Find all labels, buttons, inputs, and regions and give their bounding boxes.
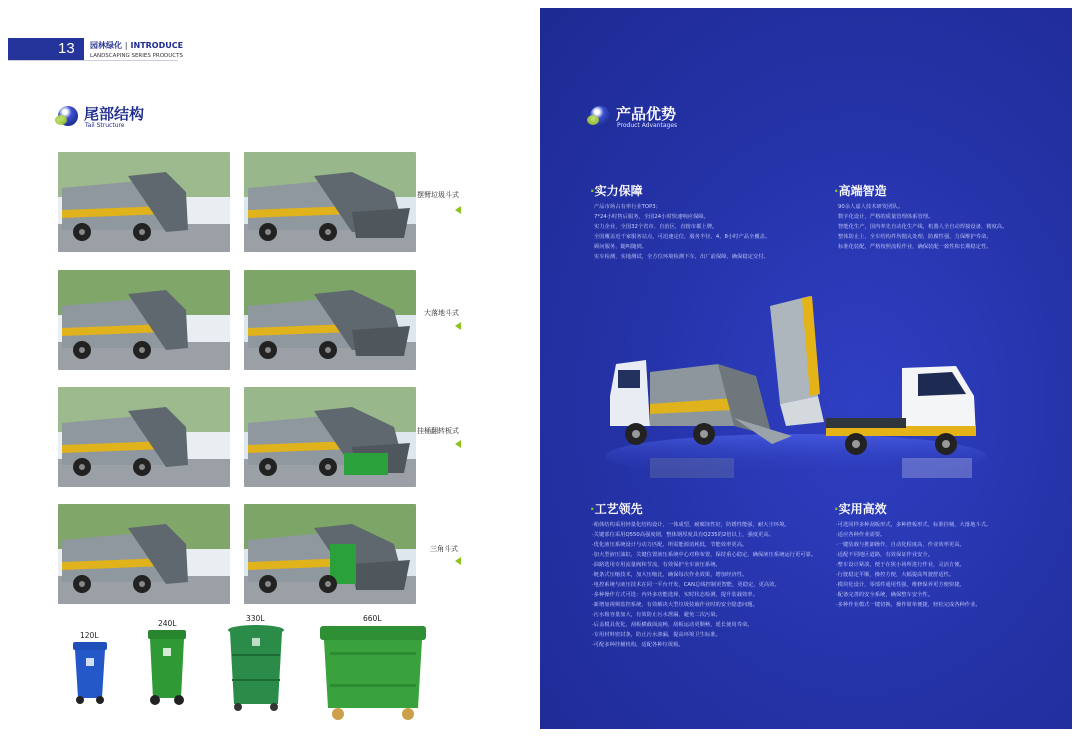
caption-swing-arm: 摆臂垃圾斗式 [417, 191, 459, 199]
practical-line: ·多种作业模式一键切换，操作简单便捷，轻松完成各种作业。 [836, 602, 981, 608]
section-globe-icon [590, 106, 610, 126]
advantages-subtitle: Product Advantages [617, 122, 678, 129]
practical-line: ·整车设计紧凑，便于在狭小场所进行作业，灵活方便。 [836, 562, 965, 568]
craft-line: ·关键部位采用Q550高强度钢，整体钢厚度具有Q235的2倍以上，强度更高。 [592, 532, 774, 538]
advantages-title: 产品优势 [616, 105, 677, 123]
craft-line: ·加大型液压油缸，关键位置液压系统中心对称布置，保持重心稳定，确保液压系统运行更可靠。 [592, 552, 817, 558]
header-title-cn: 园林绿化 [90, 41, 122, 50]
practical-line: ·一键装载与推卸操作，自动化程度高，作业效率更高。 [836, 542, 965, 548]
bin-120-label: 120L [80, 631, 99, 640]
smart-line: 标准化装配，严格按照流程作业，确保装配一致性和长期稳定性。 [838, 244, 992, 250]
bin-330-icon [226, 624, 286, 714]
tail-section-title: 尾部结构 [84, 105, 145, 123]
practical-line: ·模块化设计，零部件通用性强，维修保养更方便快捷。 [836, 582, 965, 588]
bin-240-label: 240L [158, 619, 177, 628]
truck-photo [244, 270, 416, 370]
craft-line: ·优化液压系统设计与动力匹配，所需能源消耗低，节能效率更高。 [592, 542, 748, 548]
truck-photo [58, 270, 230, 370]
craft-line: ·电控系统与液压技术在同一平台开发，CAN总线控制更智能，更稳定，更高效。 [592, 582, 780, 588]
strength-line: 实车检测，实地测试，全方位环境检测下车，出厂前保障，确保稳定交付。 [594, 254, 769, 260]
strength-title: ·实力保障 [590, 184, 643, 198]
truck-photo [58, 152, 230, 252]
truck-photo [58, 504, 230, 604]
right-page [540, 8, 1072, 729]
practical-line: ·适配不同地区道路，有效保证作业安全。 [836, 552, 934, 558]
practical-body [836, 520, 991, 610]
strength-line: 全国覆盖近千家服务站点，可迅速定位，服务半径、4、8小时产品全覆盖。 [594, 234, 771, 240]
truck-photo [58, 387, 230, 487]
truck-photo [244, 504, 416, 604]
strength-body [594, 202, 770, 262]
caption-arrow-icon [455, 206, 461, 214]
section-globe-icon [58, 106, 78, 126]
header-divider [8, 60, 178, 61]
craft-line: ·后盖模具优化，刮板横截面流畅，刮板运动更顺畅，延长使用寿命。 [592, 622, 753, 628]
craft-line: ·专用材料密封条，防止污水渗漏，提高环境卫生标准。 [592, 632, 721, 638]
strength-line: 产品市场占有率行业TOP3； [594, 204, 661, 210]
smart-line: 整体防止上，全车结构件均抛丸处理，防腐性强，力保维护寿命。 [838, 234, 992, 240]
caption-arrow-icon [455, 440, 461, 448]
practical-line: ·配备完善的安全系统，确保整车安全性。 [836, 592, 934, 598]
craft-title: ·工艺领先 [590, 502, 643, 516]
craft-line: ·多种操作方式可选：内外多功能选择，实时状态检测，提升装载效率。 [592, 592, 758, 598]
craft-line: ·污水箱容量加大，有效防止污水泄漏，避免二次污染。 [592, 612, 721, 618]
bin-660-label: 660L [363, 614, 382, 623]
caption-bucket-flip: 挂桶翻转板式 [417, 427, 459, 435]
strength-line: 顾问服务，随叫随到。 [594, 244, 647, 250]
bin-240-icon [145, 628, 189, 706]
craft-line: ·链条式压缩技术，加大压缩比，确保每次作业效果，增加经济性。 [592, 572, 748, 578]
header-title: 园林绿化 | INTRODUCE [90, 41, 184, 50]
smart-title: ·高端智造 [834, 184, 887, 198]
page-number: 13 [58, 40, 75, 57]
truck-photo [244, 387, 416, 487]
smart-line: 智能化生产，国内率先自动化生产线，机器人全自动焊接设备，精度高。 [838, 224, 1008, 230]
smart-body [838, 202, 1008, 252]
caption-arrow-icon [455, 322, 461, 330]
garbage-truck-illustration [606, 286, 986, 496]
bin-120-icon [70, 640, 110, 706]
strength-line: 7*24小时售后服务，全国24小时快速响应保障。 [594, 214, 709, 220]
tail-section-subtitle: Tail Structure [85, 122, 125, 129]
smart-line: 90余人嘉人技术研发团队。 [838, 204, 904, 210]
practical-title: ·实用高效 [834, 502, 887, 516]
bin-330-label: 330L [246, 614, 265, 623]
header-subtitle: LANDSCAPING SERIES PRODUCTS [90, 53, 184, 59]
smart-line: 数字化设计，严格的质量管理体系管理。 [838, 214, 934, 220]
caption-triangle: 三角斗式 [430, 545, 458, 553]
practical-line: ·可选同样多种刮板形式，多种推板形式，标准挂桶，大落地斗式。 [836, 522, 992, 528]
header-title-en: INTRODUCE [130, 41, 184, 50]
truck-photo [244, 152, 416, 252]
practical-line: ·适应各种作业需要。 [836, 532, 886, 538]
strength-line: 实力企业，全国32个省市、自治区，直辖市都上牌。 [594, 224, 718, 230]
practical-line: ·行驶稳定平顺，操控方便，大幅提高驾驶舒适性。 [836, 572, 955, 578]
craft-line: ·可配多种挂桶机构，适配各种垃圾箱。 [592, 642, 684, 648]
caption-arrow-icon [455, 557, 461, 565]
craft-line: ·油路选用专用流量阀和节流，有效保护全车液压系统。 [592, 562, 721, 568]
craft-line: ·新增加视频监控系统，有效解决大型垃圾装载作业时的安全隐患问题。 [592, 602, 758, 608]
craft-line: ·箱体结构采用轻量化结构设计，一体成型，耐腐蚀性好，防锈性能强，耐大尘环境。 [592, 522, 790, 528]
caption-large-floor: 大落地斗式 [424, 309, 459, 317]
craft-body [592, 520, 816, 650]
bin-660-icon [318, 622, 428, 722]
